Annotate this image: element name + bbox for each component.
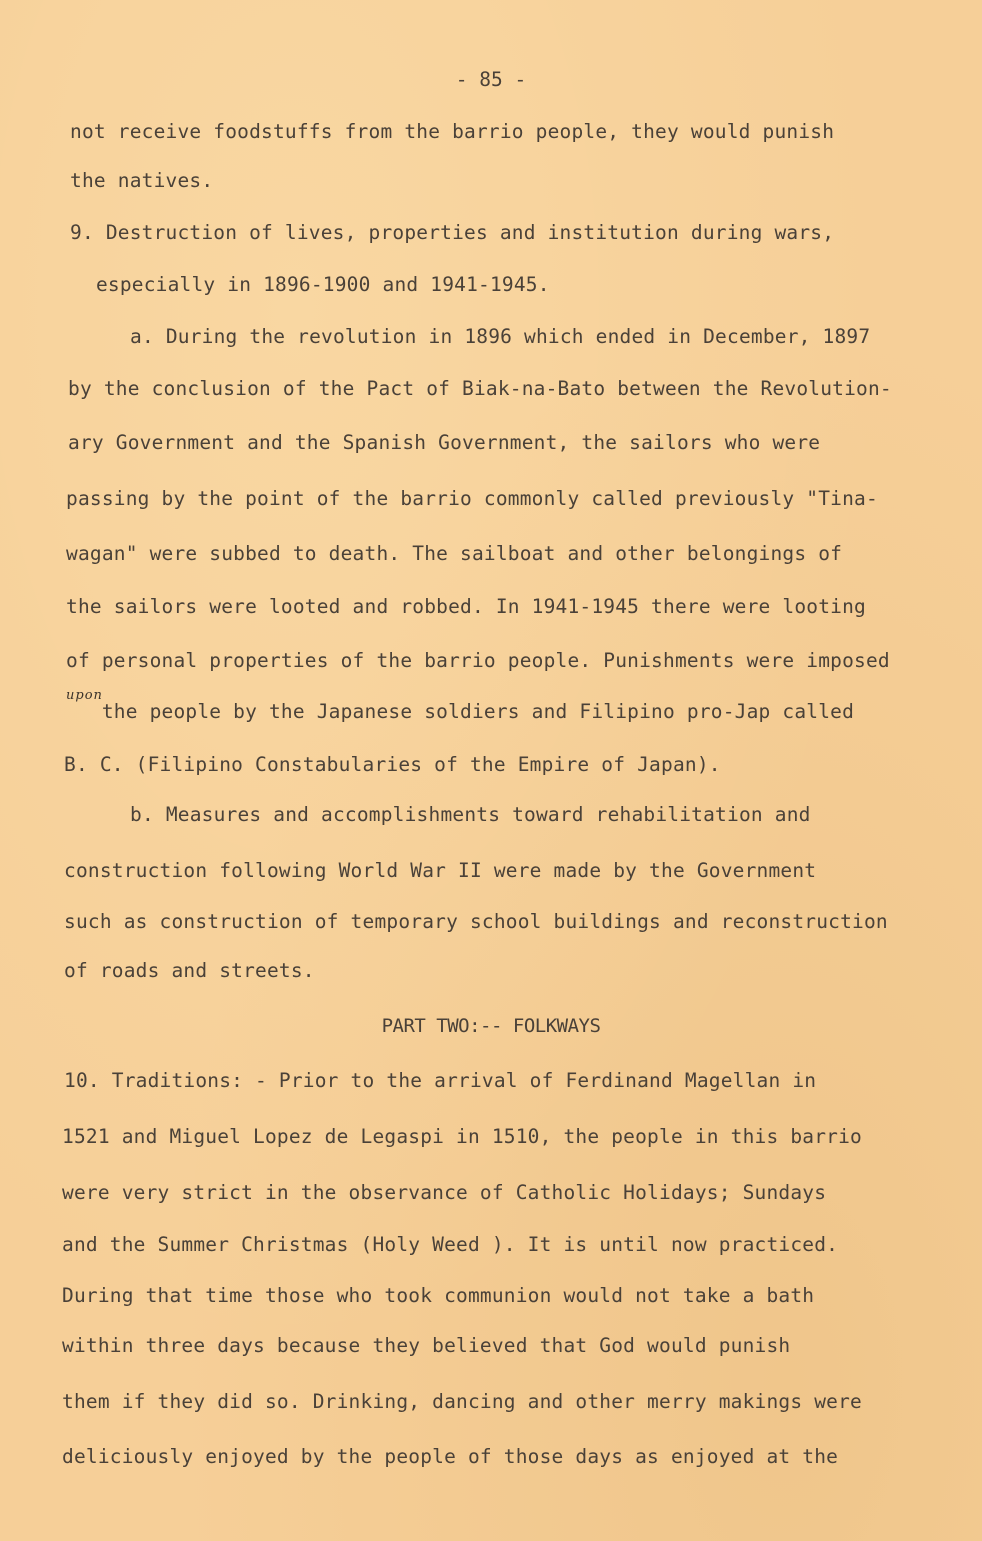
page-number: - 85 - xyxy=(455,68,527,91)
text-line-6: by the conclusion of the Pact of Biak-na-Bato between the Revolution- xyxy=(68,377,892,400)
text-line-12: the people by the Japanese soldiers and Filipino pro-Jap called xyxy=(66,700,855,723)
text-line-1: not receive foodstuffs from the barrio people, they would punish xyxy=(70,120,835,143)
text-line-8: passing by the point of the barrio commonly called previously "Tina- xyxy=(66,487,878,510)
handwritten-insertion: upon xyxy=(66,688,103,703)
text-line-16: such as construction of temporary school buildings and reconstruction xyxy=(64,910,888,933)
text-line-24: them if they did so. Drinking, dancing and other merry makings were xyxy=(62,1390,862,1413)
text-line-13: B. C. (Filipino Constabularies of the Empire of Japan). xyxy=(64,753,721,776)
text-line-18: 10. Traditions: - Prior to the arrival of Ferdinand Magellan in xyxy=(64,1069,817,1092)
text-line-5: a. During the revolution in 1896 which ended in December, 1897 xyxy=(130,325,871,348)
text-line-3: 9. Destruction of lives, properties and institution during wars, xyxy=(70,221,835,244)
text-line-20: were very strict in the observance of Catholic Holidays; Sundays xyxy=(62,1181,827,1204)
text-line-4: especially in 1896-1900 and 1941-1945. xyxy=(84,273,550,296)
text-line-9: wagan" were subbed to death. The sailboat and other belongings of xyxy=(66,542,843,565)
text-line-19: 1521 and Miguel Lopez de Legaspi in 1510, the people in this barrio xyxy=(62,1125,862,1148)
text-line-17: of roads and streets. xyxy=(64,959,315,982)
text-line-7: ary Government and the Spanish Government, the sailors who were xyxy=(68,431,821,454)
text-line-23: within three days because they believed that God would punish xyxy=(62,1334,791,1357)
text-line-15: construction following World War II were made by the Government xyxy=(64,859,817,882)
section-heading: PART TWO:-- FOLKWAYS xyxy=(381,1015,601,1037)
text-line-21: and the Summer Christmas (Holy Weed ). It is until now practiced. xyxy=(62,1233,839,1256)
text-line-22: During that time those who took communion would not take a bath xyxy=(62,1284,815,1307)
text-line-14: b. Measures and accomplishments toward rehabilitation and xyxy=(130,803,811,826)
text-line-11: of personal properties of the barrio people. Punishments were imposed xyxy=(66,649,890,672)
text-line-10: the sailors were looted and robbed. In 1941-1945 there were looting xyxy=(66,595,866,618)
text-line-25: deliciously enjoyed by the people of those days as enjoyed at the xyxy=(62,1445,839,1468)
text-line-2: the natives. xyxy=(70,169,214,192)
